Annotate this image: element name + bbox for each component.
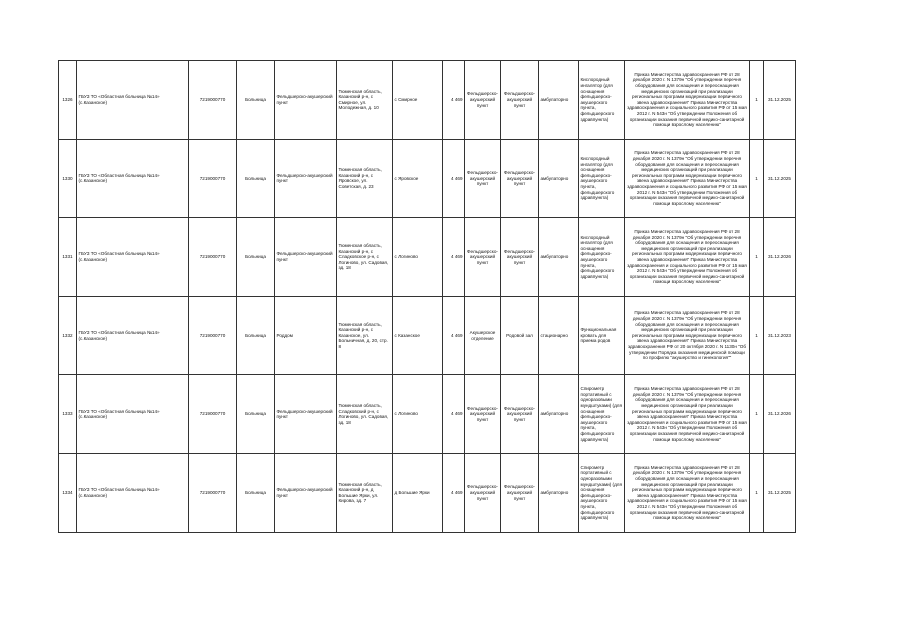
cell-department: Фельдшерско-акушерский пункт (465, 139, 501, 218)
cell-inn: 7219000770 (189, 218, 237, 297)
cell-quantity: 1 (750, 218, 764, 297)
cell-number: 1332 (59, 296, 77, 375)
table-row (59, 375, 796, 454)
cell-number: 1333 (59, 375, 77, 454)
cell-inn: 7219000770 (189, 139, 237, 218)
cell-care-form: амбулаторно (539, 375, 579, 454)
cell-facility-type: Больница (237, 375, 275, 454)
cell-inn: 7219000770 (189, 61, 237, 140)
cell-number: 1326 (59, 61, 77, 140)
cell-quantity: 1 (750, 453, 764, 532)
cell-unit: Фельдшерско-акушерский пункт (275, 375, 337, 454)
cell-room: Фельдшерско-акушерский пункт (501, 139, 539, 218)
cell-inn: 7219000770 (189, 296, 237, 375)
cell-department: Акушерское отделение (465, 296, 501, 375)
cell-legal-basis: Приказ Министерства здравоохранения РФ от 28 декабря 2020 г. N 1379н "Об утверждении перечня оборудования для оснащения и переоснащения медицинских организаций при реализации региональных программ модернизации первичного звена здравоохранения" Приказ Министерства здравоохранения и социального развития РФ от 15 мая 2012 г. N 543н "Об утверждении Положения об организации оказания первичной медико-санитарной помощи взрослому населению" (625, 375, 750, 454)
cell-inn: 7219000770 (189, 453, 237, 532)
cell-organization: ГБУЗ ТО «Областная больница №14» (с.Казанское) (77, 139, 189, 218)
cell-room: Фельдшерско-акушерский пункт (501, 453, 539, 532)
cell-unit: Фельдшерско-акушерский пункт (275, 218, 337, 297)
cell-organization: ГБУЗ ТО «Областная больница №14» (с.Казанское) (77, 61, 189, 140)
cell-legal-basis: Приказ Министерства здравоохранения РФ от 28 декабря 2020 г. N 1379н "Об утверждении перечня оборудования для оснащения и переоснащения медицинских организаций при реализации региональных программ модернизации первичного звена здравоохранения" Приказ Министерства здравоохранения РФ от 20 октября 2020 г. N 1130н "Об утверждении Порядка оказания медицинской помощи по профилю "акушерство и гинекология"" (625, 296, 750, 375)
cell-organization: ГБУЗ ТО «Областная больница №14» (с.Казанское) (77, 453, 189, 532)
cell-unit: Фельдшерско-акушерский пункт (275, 453, 337, 532)
cell-address: Тюменская область, Казанский р-н, с Яровское, ул. Советская, д. 23 (337, 139, 393, 218)
cell-number: 1331 (59, 218, 77, 297)
cell-address: Тюменская область, Сладковский р-н, с Логиново, ул. Садовая, зд. 18 (337, 375, 393, 454)
cell-quantity: 1 (750, 296, 764, 375)
cell-address: Тюменская область, Казанский р-н, с Казанское, ул. Больничная, д. 20, стр. 8 (337, 296, 393, 375)
cell-deadline: 31.12.2025 (764, 61, 796, 140)
cell-room: Родовой зал (501, 296, 539, 375)
cell-facility-type: Больница (237, 139, 275, 218)
document-page (58, 60, 796, 533)
cell-unit: Роддом (275, 296, 337, 375)
cell-unit: Фельдшерско-акушерский пункт (275, 139, 337, 218)
cell-population: 4 469 (443, 139, 465, 218)
cell-population: 4 469 (443, 61, 465, 140)
cell-deadline: 31.12.2023 (764, 296, 796, 375)
cell-settlement: д Большие Ярки (393, 453, 443, 532)
cell-organization: ГБУЗ ТО «Областная больница №14» (с.Казанское) (77, 218, 189, 297)
cell-number: 1334 (59, 453, 77, 532)
table-row (59, 61, 796, 140)
cell-care-form: амбулаторно (539, 61, 579, 140)
table-row (59, 453, 796, 532)
cell-department: Фельдшерско-акушерский пункт (465, 61, 501, 140)
cell-legal-basis: Приказ Министерства здравоохранения РФ от 28 декабря 2020 г. N 1379н "Об утверждении перечня оборудования для оснащения и переоснащения медицинских организаций при реализации региональных программ модернизации первичного звена здравоохранения" Приказ Министерства здравоохранения и социального развития РФ от 15 мая 2012 г. N 543н "Об утверждении Положения об организации оказания первичной медико-санитарной помощи взрослому населению" (625, 218, 750, 297)
cell-deadline: 31.12.2026 (764, 375, 796, 454)
cell-address: Тюменская область, Казанский р-н, д Большие Ярки, ул. Кирова, зд. 7 (337, 453, 393, 532)
cell-room: Фельдшерско-акушерский пункт (501, 61, 539, 140)
cell-department: Фельдшерско-акушерский пункт (465, 218, 501, 297)
cell-population: 4 469 (443, 375, 465, 454)
cell-population: 4 469 (443, 218, 465, 297)
cell-department: Фельдшерско-акушерский пункт (465, 453, 501, 532)
cell-number: 1330 (59, 139, 77, 218)
cell-address: Тюменская область, Казанский р-н, с Смирное, ул. Молодежная, д. 10 (337, 61, 393, 140)
cell-care-form: амбулаторно (539, 218, 579, 297)
cell-legal-basis: Приказ Министерства здравоохранения РФ от 28 декабря 2020 г. N 1379н "Об утверждении перечня оборудования для оснащения и переоснащения медицинских организаций при реализации региональных программ модернизации первичного звена здравоохранения" Приказ Министерства здравоохранения и социального развития РФ от 15 мая 2012 г. N 543н "Об утверждении Положения об организации оказания первичной медико-санитарной помощи взрослому населению" (625, 61, 750, 140)
cell-deadline: 31.12.2026 (764, 218, 796, 297)
table-row (59, 139, 796, 218)
cell-population: 4 469 (443, 453, 465, 532)
cell-deadline: 31.12.2025 (764, 139, 796, 218)
cell-room: Фельдшерско-акушерский пункт (501, 218, 539, 297)
cell-quantity: 1 (750, 61, 764, 140)
table-row (59, 218, 796, 297)
cell-care-form: амбулаторно (539, 139, 579, 218)
table-row (59, 296, 796, 375)
cell-care-form: амбулаторно (539, 453, 579, 532)
cell-equipment: Кислородный ингалятор (для оснащения фельдшерско-акушерского пункта, фельдшерского здравпункта) (579, 218, 625, 297)
cell-facility-type: Больница (237, 218, 275, 297)
cell-organization: ГБУЗ ТО «Областная больница №14» (с.Казанское) (77, 375, 189, 454)
cell-equipment: Кислородный ингалятор (для оснащения фельдшерско-акушерского пункта, фельдшерского здравпункта) (579, 61, 625, 140)
cell-legal-basis: Приказ Министерства здравоохранения РФ от 28 декабря 2020 г. N 1379н "Об утверждении перечня оборудования для оснащения и переоснащения медицинских организаций при реализации региональных программ модернизации первичного звена здравоохранения" Приказ Министерства здравоохранения и социального развития РФ от 15 мая 2012 г. N 543н "Об утверждении Положения об организации оказания первичной медико-санитарной помощи взрослому населению" (625, 453, 750, 532)
cell-address: Тюменская область, Казанский р-н, с Сладковское р-н, с Логиново, ул. Садовая, зд. 18 (337, 218, 393, 297)
cell-settlement: с Логиново (393, 218, 443, 297)
cell-facility-type: Больница (237, 61, 275, 140)
cell-settlement: с Казанское (393, 296, 443, 375)
cell-equipment: Функциональная кровать для приема родов (579, 296, 625, 375)
cell-care-form: стационарно (539, 296, 579, 375)
cell-room: Фельдшерско-акушерский пункт (501, 375, 539, 454)
equipment-table (58, 60, 796, 533)
cell-equipment: Спирометр портативный с одноразовыми мундштуками) (для оснащения фельдшерско-акушерского пункта, фельдшерского здравпункта) (579, 375, 625, 454)
cell-facility-type: Больница (237, 296, 275, 375)
cell-deadline: 31.12.2025 (764, 453, 796, 532)
cell-organization: ГБУЗ ТО «Областная больница №14» (с.Казанское) (77, 296, 189, 375)
cell-settlement: с Яровское (393, 139, 443, 218)
cell-population: 4 469 (443, 296, 465, 375)
cell-quantity: 1 (750, 139, 764, 218)
cell-inn: 7219000770 (189, 375, 237, 454)
cell-settlement: с Логиново (393, 375, 443, 454)
cell-equipment: Спирометр портативный с одноразовыми мундштуками) (для оснащения фельдшерско-акушерского пункта, фельдшерского здравпункта) (579, 453, 625, 532)
cell-quantity: 1 (750, 375, 764, 454)
cell-equipment: Кислородный ингалятор (для оснащения фельдшерско-акушерского пункта, фельдшерского здравпункта) (579, 139, 625, 218)
cell-legal-basis: Приказ Министерства здравоохранения РФ от 28 декабря 2020 г. N 1379н "Об утверждении перечня оборудования для оснащения и переоснащения медицинских организаций при реализации региональных программ модернизации первичного звена здравоохранения" Приказ Министерства здравоохранения и социального развития РФ от 15 мая 2012 г. N 543н "Об утверждении Положения об организации оказания первичной медико-санитарной помощи взрослому населению" (625, 139, 750, 218)
cell-facility-type: Больница (237, 453, 275, 532)
cell-settlement: с Смирное (393, 61, 443, 140)
cell-unit: Фельдшерско-акушерский пункт (275, 61, 337, 140)
cell-department: Фельдшерско-акушерский пункт (465, 375, 501, 454)
